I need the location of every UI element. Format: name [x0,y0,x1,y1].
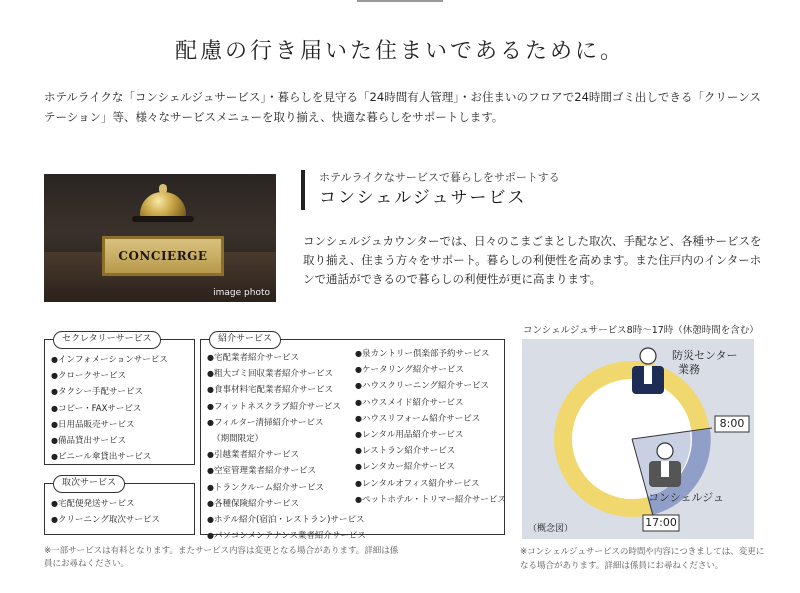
list-item: ●ハウスメイド紹介サービス [355,397,464,408]
security-staff-icon [632,348,664,394]
concierge-sign [102,236,224,276]
photo-caption: image photo [213,288,270,298]
secretary-service-box [44,334,195,465]
intermediary-service-list [51,496,160,528]
list-item: ●レストラン紹介サービス [355,446,456,457]
list-item: ●コピー・FAXサービス [51,403,142,414]
list-item: ●ペットホテル・トリマー紹介サービス [355,494,506,505]
referral-service-list-1 [207,350,366,544]
list-item: ●タクシー手配サービス [51,387,143,398]
bell-icon [140,192,186,218]
page-heading: 配慮の行き届いた住まいであるために。 [174,39,625,64]
concierge-sign-text: CONCIERGE [118,249,208,263]
intermediary-service-label: 取次サービス [53,475,125,493]
list-item: ●パソコンメンテナンス業者紹介サービス [207,531,366,542]
list-item: （期間限定） [212,434,264,445]
list-item: ●宅配業者紹介サービス [207,353,299,363]
list-item: ●ケータリング紹介サービス [355,365,464,376]
time-end-label: 17:00 [645,516,677,529]
list-item: ●トランクルーム紹介サービス [207,482,325,493]
service-footnote: ※一部サービスは有料となります。またサービス内容は変更となる場合があります。詳細は係員にお尋ねください。 [44,546,399,569]
secretary-service-label: セクレタリーサービス [53,331,161,349]
referral-service-box [200,334,506,542]
list-item: ●インフォメーションサービス [51,355,168,365]
list-item: ●ホテル紹介(宿泊・レストラン)サービス [207,515,365,526]
top-divider [357,0,443,2]
list-item: ●ハウスクリーニング紹介サービス [355,381,490,392]
service-subtitle: ホテルライクなサービスで暮らしをサポートする [319,171,560,184]
list-item: ●ハウスリフォーム紹介サービス [355,413,481,424]
list-item: ●フィットネスクラブ紹介サービス [207,401,341,412]
time-start-label: 8:00 [719,417,745,430]
list-item: ●日用品販売サービス [51,419,135,430]
list-item: ●各種保険紹介サービス [207,498,299,509]
list-item: ●レンタルオフィス紹介サービス [355,478,480,489]
list-item: ●ビニール傘貸出サービス [51,452,152,463]
list-item: ●引越業者紹介サービス [207,450,299,461]
list-item: ●クロークサービス [51,371,126,382]
concierge-photo [44,174,276,302]
service-hours-diagram [522,339,754,539]
bell-base [132,216,194,222]
diagram-footnote: ※コンシェルジュサービスの時間や内容につきましては、変更になる場合があります。詳細は係員にお尋ねください。 [520,547,765,571]
service-description: コンシェルジュカウンターでは、日々のこまごまとした取次、手配など、各種サービスを取り揃え、住まう方々をサポート。暮らしの利便性を高めます。また住戸内のインターホンで通話ができるので暮らしの利便性が更に高まります。 [303,234,762,286]
list-item: ●クリーニング取次サービス [51,515,160,526]
referral-service-label: 紹介サービス [209,331,281,349]
secretary-service-list [51,352,168,465]
list-item: ●レンタカー紹介サービス [355,462,455,473]
list-item: ●フィルター清掃紹介サービス [207,417,324,428]
intro-text: ホテルライクな「コンシェルジュサービス」・暮らしを見守る「24時間有人管理」・お住まいのフロアで24時間ゴミ出しできる「クリーンステーション」等、様々なサービスメニューを取り揃え、快適な暮らしをサポートします。 [44,90,761,124]
diagram-title: コンシェルジュサービス8時～17時（休憩時間を含む） [523,325,759,336]
list-item: ●粗大ゴミ回収業者紹介サービス [207,369,333,380]
concierge-label: コンシェルジュ [648,491,725,504]
referral-service-list-2 [355,346,506,508]
diagram-caption: （概念図） [528,524,574,534]
list-item: ●食事材料宅配業者紹介サービス [207,385,333,396]
list-item: ●宅配便発送サービス [51,499,135,509]
intermediary-service-box [44,478,195,535]
list-item: ●レンタル用品紹介サービス [355,430,464,441]
list-item: ●備品貸出サービス [51,436,126,447]
service-heading [301,170,560,210]
service-title: コンシェルジュサービス [319,188,527,208]
list-item: ●空室管理業者紹介サービス [207,466,316,477]
security-label: 防災センター 業務 [672,349,738,376]
list-item: ●泉カントリー倶楽部予約サービス [355,349,490,359]
